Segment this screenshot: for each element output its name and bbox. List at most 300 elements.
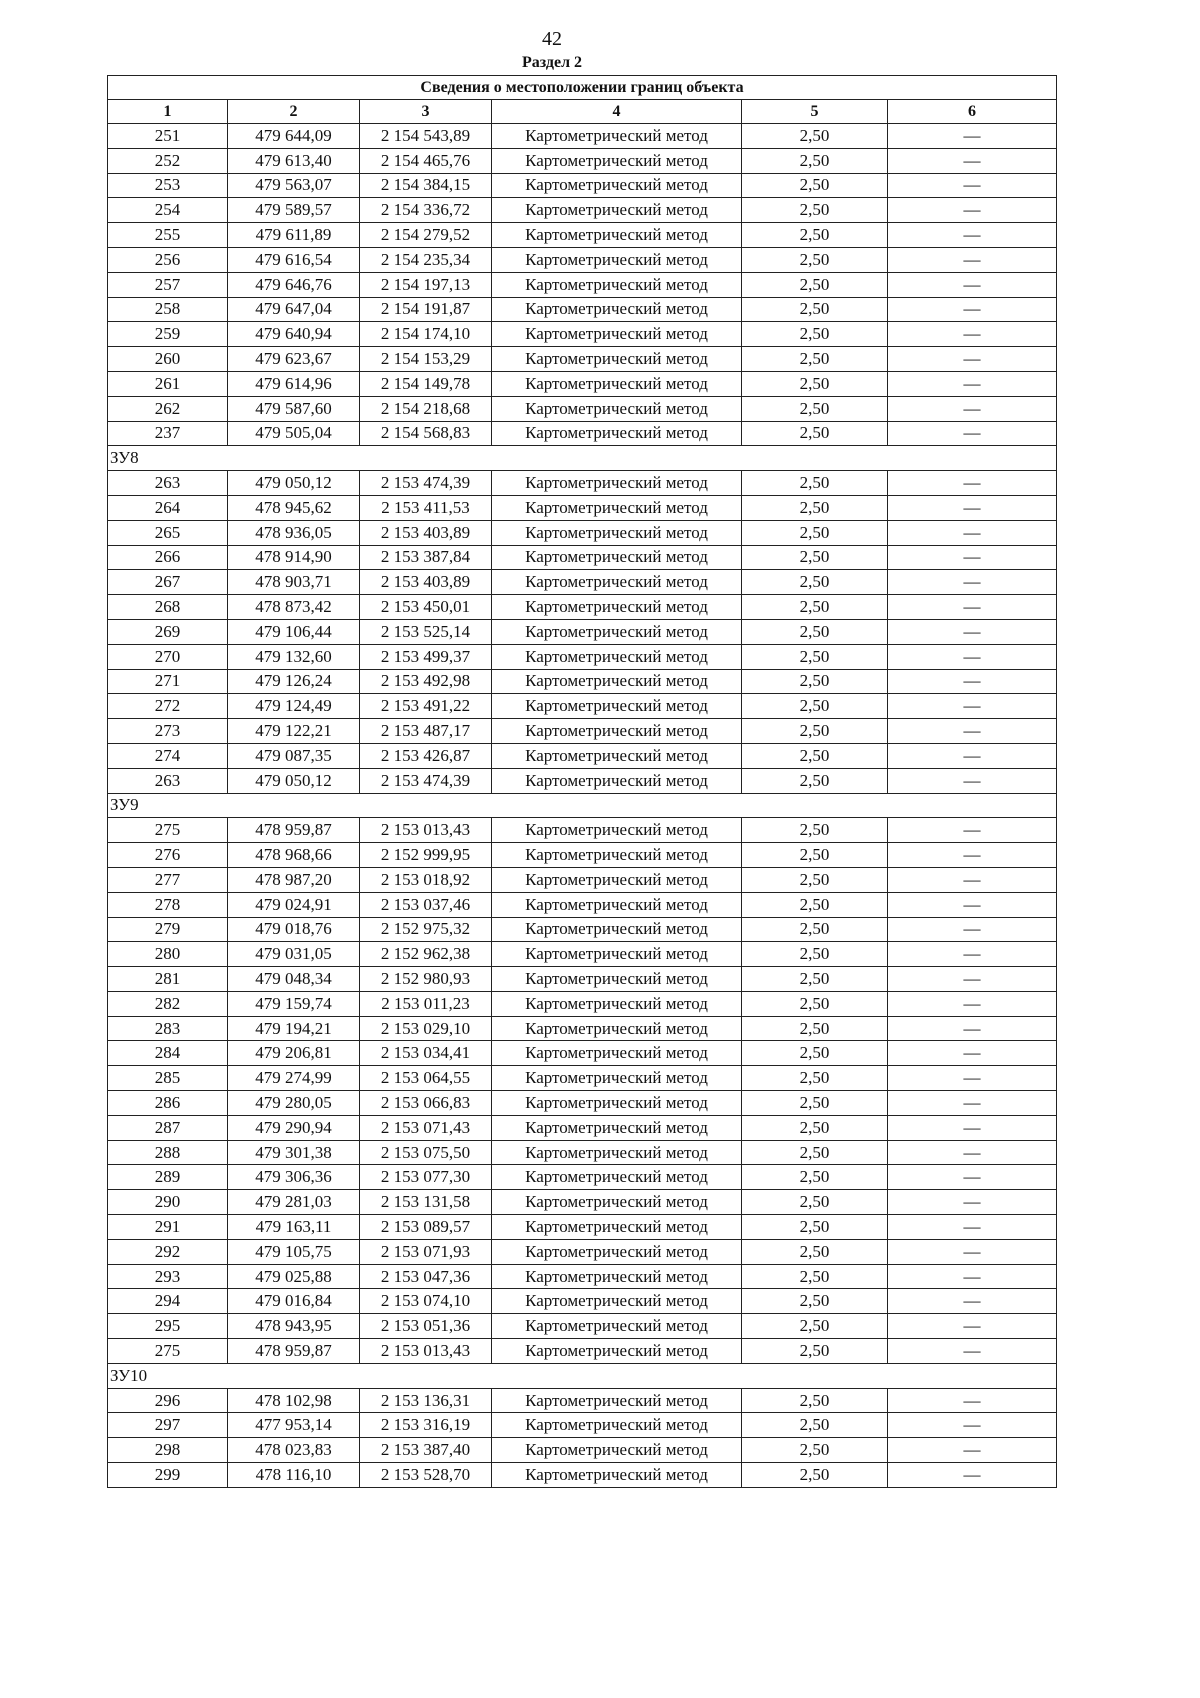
point-number-cell: 263 bbox=[108, 768, 228, 793]
point-number-cell: 294 bbox=[108, 1289, 228, 1314]
x-coordinate-cell: 479 159,74 bbox=[228, 991, 360, 1016]
accuracy-cell: 2,50 bbox=[742, 1215, 888, 1240]
method-cell: Картометрический метод bbox=[492, 173, 742, 198]
y-coordinate-cell: 2 153 474,39 bbox=[360, 768, 492, 793]
table-row bbox=[108, 471, 1057, 496]
table-row bbox=[108, 719, 1057, 744]
description-cell: — bbox=[888, 1066, 1057, 1091]
method-cell: Картометрический метод bbox=[492, 991, 742, 1016]
description-cell: — bbox=[888, 247, 1057, 272]
x-coordinate-cell: 479 614,96 bbox=[228, 371, 360, 396]
x-coordinate-cell: 479 016,84 bbox=[228, 1289, 360, 1314]
x-coordinate-cell: 479 031,05 bbox=[228, 942, 360, 967]
method-cell: Картометрический метод bbox=[492, 570, 742, 595]
accuracy-cell: 2,50 bbox=[742, 1091, 888, 1116]
y-coordinate-cell: 2 153 387,84 bbox=[360, 545, 492, 570]
accuracy-cell: 2,50 bbox=[742, 991, 888, 1016]
y-coordinate-cell: 2 153 499,37 bbox=[360, 644, 492, 669]
point-number-cell: 268 bbox=[108, 595, 228, 620]
table-row bbox=[108, 867, 1057, 892]
point-number-cell: 297 bbox=[108, 1413, 228, 1438]
y-coordinate-cell: 2 153 491,22 bbox=[360, 694, 492, 719]
accuracy-cell: 2,50 bbox=[742, 818, 888, 843]
table-row bbox=[108, 371, 1057, 396]
accuracy-cell: 2,50 bbox=[742, 1463, 888, 1488]
accuracy-cell: 2,50 bbox=[742, 1239, 888, 1264]
description-cell: — bbox=[888, 1239, 1057, 1264]
accuracy-cell: 2,50 bbox=[742, 1165, 888, 1190]
point-number-cell: 283 bbox=[108, 1016, 228, 1041]
table-row bbox=[108, 297, 1057, 322]
point-number-cell: 281 bbox=[108, 967, 228, 992]
x-coordinate-cell: 479 640,94 bbox=[228, 322, 360, 347]
table-row bbox=[108, 942, 1057, 967]
description-cell: — bbox=[888, 124, 1057, 149]
accuracy-cell: 2,50 bbox=[742, 1438, 888, 1463]
accuracy-cell: 2,50 bbox=[742, 644, 888, 669]
description-cell: — bbox=[888, 148, 1057, 173]
method-cell: Картометрический метод bbox=[492, 495, 742, 520]
accuracy-cell: 2,50 bbox=[742, 371, 888, 396]
accuracy-cell: 2,50 bbox=[742, 471, 888, 496]
method-cell: Картометрический метод bbox=[492, 867, 742, 892]
y-coordinate-cell: 2 154 279,52 bbox=[360, 223, 492, 248]
column-number: 5 bbox=[742, 100, 888, 124]
method-cell: Картометрический метод bbox=[492, 520, 742, 545]
column-number: 2 bbox=[228, 100, 360, 124]
point-number-cell: 253 bbox=[108, 173, 228, 198]
point-number-cell: 264 bbox=[108, 495, 228, 520]
y-coordinate-cell: 2 153 131,58 bbox=[360, 1190, 492, 1215]
description-cell: — bbox=[888, 1165, 1057, 1190]
method-cell: Картометрический метод bbox=[492, 619, 742, 644]
accuracy-cell: 2,50 bbox=[742, 719, 888, 744]
table-caption: Сведения о местоположении границ объекта bbox=[108, 76, 1057, 100]
point-number-cell: 256 bbox=[108, 247, 228, 272]
method-cell: Картометрический метод bbox=[492, 1215, 742, 1240]
method-cell: Картометрический метод bbox=[492, 843, 742, 868]
point-number-cell: 289 bbox=[108, 1165, 228, 1190]
table-row bbox=[108, 967, 1057, 992]
description-cell: — bbox=[888, 322, 1057, 347]
description-cell: — bbox=[888, 495, 1057, 520]
point-number-cell: 298 bbox=[108, 1438, 228, 1463]
point-number-cell: 292 bbox=[108, 1239, 228, 1264]
table-row bbox=[108, 570, 1057, 595]
table-row bbox=[108, 1438, 1057, 1463]
table-row bbox=[108, 1339, 1057, 1364]
x-coordinate-cell: 479 024,91 bbox=[228, 892, 360, 917]
description-cell: — bbox=[888, 520, 1057, 545]
y-coordinate-cell: 2 152 980,93 bbox=[360, 967, 492, 992]
y-coordinate-cell: 2 153 071,43 bbox=[360, 1115, 492, 1140]
table-row bbox=[108, 396, 1057, 421]
y-coordinate-cell: 2 152 962,38 bbox=[360, 942, 492, 967]
description-cell: — bbox=[888, 991, 1057, 1016]
x-coordinate-cell: 479 274,99 bbox=[228, 1066, 360, 1091]
y-coordinate-cell: 2 153 426,87 bbox=[360, 743, 492, 768]
method-cell: Картометрический метод bbox=[492, 471, 742, 496]
description-cell: — bbox=[888, 545, 1057, 570]
x-coordinate-cell: 478 023,83 bbox=[228, 1438, 360, 1463]
accuracy-cell: 2,50 bbox=[742, 1413, 888, 1438]
accuracy-cell: 2,50 bbox=[742, 148, 888, 173]
x-coordinate-cell: 479 018,76 bbox=[228, 917, 360, 942]
point-number-cell: 267 bbox=[108, 570, 228, 595]
column-number: 4 bbox=[492, 100, 742, 124]
y-coordinate-cell: 2 154 218,68 bbox=[360, 396, 492, 421]
accuracy-cell: 2,50 bbox=[742, 1016, 888, 1041]
y-coordinate-cell: 2 154 153,29 bbox=[360, 347, 492, 372]
y-coordinate-cell: 2 153 450,01 bbox=[360, 595, 492, 620]
description-cell: — bbox=[888, 669, 1057, 694]
method-cell: Картометрический метод bbox=[492, 1264, 742, 1289]
method-cell: Картометрический метод bbox=[492, 148, 742, 173]
x-coordinate-cell: 479 613,40 bbox=[228, 148, 360, 173]
description-cell: — bbox=[888, 719, 1057, 744]
description-cell: — bbox=[888, 198, 1057, 223]
x-coordinate-cell: 479 050,12 bbox=[228, 768, 360, 793]
description-cell: — bbox=[888, 595, 1057, 620]
description-cell: — bbox=[888, 867, 1057, 892]
method-cell: Картометрический метод bbox=[492, 595, 742, 620]
method-cell: Картометрический метод bbox=[492, 1239, 742, 1264]
x-coordinate-cell: 478 936,05 bbox=[228, 520, 360, 545]
description-cell: — bbox=[888, 1115, 1057, 1140]
point-number-cell: 272 bbox=[108, 694, 228, 719]
description-cell: — bbox=[888, 743, 1057, 768]
description-cell: — bbox=[888, 371, 1057, 396]
accuracy-cell: 2,50 bbox=[742, 495, 888, 520]
description-cell: — bbox=[888, 694, 1057, 719]
description-cell: — bbox=[888, 644, 1057, 669]
description-cell: — bbox=[888, 471, 1057, 496]
table-row bbox=[108, 272, 1057, 297]
accuracy-cell: 2,50 bbox=[742, 1388, 888, 1413]
accuracy-cell: 2,50 bbox=[742, 1264, 888, 1289]
x-coordinate-cell: 478 873,42 bbox=[228, 595, 360, 620]
point-number-cell: 278 bbox=[108, 892, 228, 917]
description-cell: — bbox=[888, 1413, 1057, 1438]
method-cell: Картометрический метод bbox=[492, 347, 742, 372]
method-cell: Картометрический метод bbox=[492, 892, 742, 917]
y-coordinate-cell: 2 152 975,32 bbox=[360, 917, 492, 942]
x-coordinate-cell: 479 587,60 bbox=[228, 396, 360, 421]
method-cell: Картометрический метод bbox=[492, 1314, 742, 1339]
method-cell: Картометрический метод bbox=[492, 743, 742, 768]
table-row bbox=[108, 1314, 1057, 1339]
accuracy-cell: 2,50 bbox=[742, 1314, 888, 1339]
point-number-cell: 259 bbox=[108, 322, 228, 347]
description-cell: — bbox=[888, 396, 1057, 421]
method-cell: Картометрический метод bbox=[492, 644, 742, 669]
x-coordinate-cell: 479 505,04 bbox=[228, 421, 360, 446]
y-coordinate-cell: 2 153 064,55 bbox=[360, 1066, 492, 1091]
accuracy-cell: 2,50 bbox=[742, 1140, 888, 1165]
accuracy-cell: 2,50 bbox=[742, 570, 888, 595]
method-cell: Картометрический метод bbox=[492, 545, 742, 570]
y-coordinate-cell: 2 153 474,39 bbox=[360, 471, 492, 496]
point-number-cell: 273 bbox=[108, 719, 228, 744]
accuracy-cell: 2,50 bbox=[742, 520, 888, 545]
point-number-cell: 287 bbox=[108, 1115, 228, 1140]
section-title: Раздел 2 bbox=[521, 54, 583, 71]
accuracy-cell: 2,50 bbox=[742, 669, 888, 694]
y-coordinate-cell: 2 153 071,93 bbox=[360, 1239, 492, 1264]
method-cell: Картометрический метод bbox=[492, 1066, 742, 1091]
method-cell: Картометрический метод bbox=[492, 371, 742, 396]
method-cell: Картометрический метод bbox=[492, 1091, 742, 1116]
description-cell: — bbox=[888, 967, 1057, 992]
y-coordinate-cell: 2 153 074,10 bbox=[360, 1289, 492, 1314]
point-number-cell: 286 bbox=[108, 1091, 228, 1116]
method-cell: Картометрический метод bbox=[492, 768, 742, 793]
y-coordinate-cell: 2 154 543,89 bbox=[360, 124, 492, 149]
description-cell: — bbox=[888, 173, 1057, 198]
point-number-cell: 260 bbox=[108, 347, 228, 372]
table-caption-row bbox=[108, 76, 1057, 100]
y-coordinate-cell: 2 153 136,31 bbox=[360, 1388, 492, 1413]
column-number: 3 bbox=[360, 100, 492, 124]
table-row bbox=[108, 1140, 1057, 1165]
y-coordinate-cell: 2 153 075,50 bbox=[360, 1140, 492, 1165]
method-cell: Картометрический метод bbox=[492, 247, 742, 272]
table-row bbox=[108, 421, 1057, 446]
x-coordinate-cell: 478 945,62 bbox=[228, 495, 360, 520]
table-row bbox=[108, 818, 1057, 843]
point-number-cell: 270 bbox=[108, 644, 228, 669]
column-number-row bbox=[108, 100, 1057, 124]
point-number-cell: 291 bbox=[108, 1215, 228, 1240]
x-coordinate-cell: 479 206,81 bbox=[228, 1041, 360, 1066]
description-cell: — bbox=[888, 1215, 1057, 1240]
method-cell: Картометрический метод bbox=[492, 967, 742, 992]
x-coordinate-cell: 479 194,21 bbox=[228, 1016, 360, 1041]
table-row bbox=[108, 347, 1057, 372]
table-row bbox=[108, 669, 1057, 694]
table-row bbox=[108, 917, 1057, 942]
x-coordinate-cell: 478 903,71 bbox=[228, 570, 360, 595]
table-row bbox=[108, 1264, 1057, 1289]
method-cell: Картометрический метод bbox=[492, 1339, 742, 1364]
y-coordinate-cell: 2 154 149,78 bbox=[360, 371, 492, 396]
method-cell: Картометрический метод bbox=[492, 1115, 742, 1140]
y-coordinate-cell: 2 153 034,41 bbox=[360, 1041, 492, 1066]
point-number-cell: 252 bbox=[108, 148, 228, 173]
y-coordinate-cell: 2 153 037,46 bbox=[360, 892, 492, 917]
method-cell: Картометрический метод bbox=[492, 1463, 742, 1488]
table-row bbox=[108, 644, 1057, 669]
y-coordinate-cell: 2 153 047,36 bbox=[360, 1264, 492, 1289]
accuracy-cell: 2,50 bbox=[742, 1066, 888, 1091]
method-cell: Картометрический метод bbox=[492, 124, 742, 149]
method-cell: Картометрический метод bbox=[492, 1388, 742, 1413]
x-coordinate-cell: 477 953,14 bbox=[228, 1413, 360, 1438]
y-coordinate-cell: 2 153 316,19 bbox=[360, 1413, 492, 1438]
x-coordinate-cell: 479 623,67 bbox=[228, 347, 360, 372]
method-cell: Картометрический метод bbox=[492, 1165, 742, 1190]
x-coordinate-cell: 478 914,90 bbox=[228, 545, 360, 570]
y-coordinate-cell: 2 154 384,15 bbox=[360, 173, 492, 198]
point-number-cell: 288 bbox=[108, 1140, 228, 1165]
y-coordinate-cell: 2 153 051,36 bbox=[360, 1314, 492, 1339]
description-cell: — bbox=[888, 1289, 1057, 1314]
description-cell: — bbox=[888, 818, 1057, 843]
y-coordinate-cell: 2 153 492,98 bbox=[360, 669, 492, 694]
accuracy-cell: 2,50 bbox=[742, 322, 888, 347]
table-row bbox=[108, 247, 1057, 272]
x-coordinate-cell: 478 987,20 bbox=[228, 867, 360, 892]
x-coordinate-cell: 479 124,49 bbox=[228, 694, 360, 719]
description-cell: — bbox=[888, 421, 1057, 446]
accuracy-cell: 2,50 bbox=[742, 272, 888, 297]
y-coordinate-cell: 2 153 089,57 bbox=[360, 1215, 492, 1240]
description-cell: — bbox=[888, 223, 1057, 248]
table-row bbox=[108, 1413, 1057, 1438]
point-number-cell: 269 bbox=[108, 619, 228, 644]
accuracy-cell: 2,50 bbox=[742, 421, 888, 446]
accuracy-cell: 2,50 bbox=[742, 768, 888, 793]
description-cell: — bbox=[888, 892, 1057, 917]
table-row bbox=[108, 1165, 1057, 1190]
accuracy-cell: 2,50 bbox=[742, 223, 888, 248]
accuracy-cell: 2,50 bbox=[742, 247, 888, 272]
description-cell: — bbox=[888, 1091, 1057, 1116]
table-row bbox=[108, 991, 1057, 1016]
table-row bbox=[108, 223, 1057, 248]
table-row bbox=[108, 694, 1057, 719]
y-coordinate-cell: 2 153 387,40 bbox=[360, 1438, 492, 1463]
table-row bbox=[108, 1289, 1057, 1314]
method-cell: Картометрический метод bbox=[492, 322, 742, 347]
y-coordinate-cell: 2 153 525,14 bbox=[360, 619, 492, 644]
accuracy-cell: 2,50 bbox=[742, 1190, 888, 1215]
description-cell: — bbox=[888, 1438, 1057, 1463]
y-coordinate-cell: 2 154 336,72 bbox=[360, 198, 492, 223]
y-coordinate-cell: 2 154 197,13 bbox=[360, 272, 492, 297]
x-coordinate-cell: 479 122,21 bbox=[228, 719, 360, 744]
point-number-cell: 261 bbox=[108, 371, 228, 396]
column-number: 6 bbox=[888, 100, 1057, 124]
accuracy-cell: 2,50 bbox=[742, 843, 888, 868]
table-row bbox=[108, 1016, 1057, 1041]
y-coordinate-cell: 2 154 174,10 bbox=[360, 322, 492, 347]
method-cell: Картометрический метод bbox=[492, 272, 742, 297]
x-coordinate-cell: 478 943,95 bbox=[228, 1314, 360, 1339]
table-row bbox=[108, 124, 1057, 149]
y-coordinate-cell: 2 153 411,53 bbox=[360, 495, 492, 520]
x-coordinate-cell: 479 050,12 bbox=[228, 471, 360, 496]
y-coordinate-cell: 2 153 528,70 bbox=[360, 1463, 492, 1488]
point-number-cell: 293 bbox=[108, 1264, 228, 1289]
y-coordinate-cell: 2 154 191,87 bbox=[360, 297, 492, 322]
description-cell: — bbox=[888, 1339, 1057, 1364]
description-cell: — bbox=[888, 1463, 1057, 1488]
point-number-cell: 280 bbox=[108, 942, 228, 967]
x-coordinate-cell: 479 048,34 bbox=[228, 967, 360, 992]
point-number-cell: 275 bbox=[108, 818, 228, 843]
point-number-cell: 265 bbox=[108, 520, 228, 545]
x-coordinate-cell: 479 563,07 bbox=[228, 173, 360, 198]
group-label: ЗУ8 bbox=[108, 446, 1057, 471]
method-cell: Картометрический метод bbox=[492, 942, 742, 967]
accuracy-cell: 2,50 bbox=[742, 396, 888, 421]
table-row bbox=[108, 520, 1057, 545]
method-cell: Картометрический метод bbox=[492, 223, 742, 248]
x-coordinate-cell: 479 163,11 bbox=[228, 1215, 360, 1240]
description-cell: — bbox=[888, 1140, 1057, 1165]
group-header-row bbox=[108, 793, 1057, 818]
point-number-cell: 295 bbox=[108, 1314, 228, 1339]
description-cell: — bbox=[888, 1314, 1057, 1339]
x-coordinate-cell: 479 644,09 bbox=[228, 124, 360, 149]
table-row bbox=[108, 1091, 1057, 1116]
method-cell: Картометрический метод bbox=[492, 1190, 742, 1215]
method-cell: Картометрический метод bbox=[492, 669, 742, 694]
x-coordinate-cell: 479 301,38 bbox=[228, 1140, 360, 1165]
table-row bbox=[108, 1041, 1057, 1066]
method-cell: Картометрический метод bbox=[492, 818, 742, 843]
x-coordinate-cell: 479 616,54 bbox=[228, 247, 360, 272]
accuracy-cell: 2,50 bbox=[742, 545, 888, 570]
method-cell: Картометрический метод bbox=[492, 1289, 742, 1314]
table-row bbox=[108, 595, 1057, 620]
point-number-cell: 277 bbox=[108, 867, 228, 892]
y-coordinate-cell: 2 154 568,83 bbox=[360, 421, 492, 446]
point-number-cell: 266 bbox=[108, 545, 228, 570]
table-row bbox=[108, 1115, 1057, 1140]
table-row bbox=[108, 1388, 1057, 1413]
point-number-cell: 237 bbox=[108, 421, 228, 446]
point-number-cell: 258 bbox=[108, 297, 228, 322]
table-row bbox=[108, 545, 1057, 570]
y-coordinate-cell: 2 153 066,83 bbox=[360, 1091, 492, 1116]
accuracy-cell: 2,50 bbox=[742, 1289, 888, 1314]
point-number-cell: 290 bbox=[108, 1190, 228, 1215]
method-cell: Картометрический метод bbox=[492, 1016, 742, 1041]
description-cell: — bbox=[888, 619, 1057, 644]
point-number-cell: 285 bbox=[108, 1066, 228, 1091]
y-coordinate-cell: 2 153 013,43 bbox=[360, 1339, 492, 1364]
table-row bbox=[108, 1239, 1057, 1264]
point-number-cell: 262 bbox=[108, 396, 228, 421]
point-number-cell: 275 bbox=[108, 1339, 228, 1364]
method-cell: Картометрический метод bbox=[492, 1140, 742, 1165]
accuracy-cell: 2,50 bbox=[742, 297, 888, 322]
point-number-cell: 279 bbox=[108, 917, 228, 942]
method-cell: Картометрический метод bbox=[492, 396, 742, 421]
accuracy-cell: 2,50 bbox=[742, 347, 888, 372]
point-number-cell: 254 bbox=[108, 198, 228, 223]
accuracy-cell: 2,50 bbox=[742, 173, 888, 198]
x-coordinate-cell: 479 126,24 bbox=[228, 669, 360, 694]
table-row bbox=[108, 198, 1057, 223]
point-number-cell: 255 bbox=[108, 223, 228, 248]
method-cell: Картометрический метод bbox=[492, 1041, 742, 1066]
accuracy-cell: 2,50 bbox=[742, 124, 888, 149]
column-number: 1 bbox=[108, 100, 228, 124]
group-label: ЗУ9 bbox=[108, 793, 1057, 818]
x-coordinate-cell: 479 306,36 bbox=[228, 1165, 360, 1190]
table-row bbox=[108, 619, 1057, 644]
y-coordinate-cell: 2 153 077,30 bbox=[360, 1165, 492, 1190]
table-row bbox=[108, 173, 1057, 198]
point-number-cell: 257 bbox=[108, 272, 228, 297]
description-cell: — bbox=[888, 1016, 1057, 1041]
point-number-cell: 284 bbox=[108, 1041, 228, 1066]
table-body bbox=[108, 76, 1057, 1488]
description-cell: — bbox=[888, 1264, 1057, 1289]
